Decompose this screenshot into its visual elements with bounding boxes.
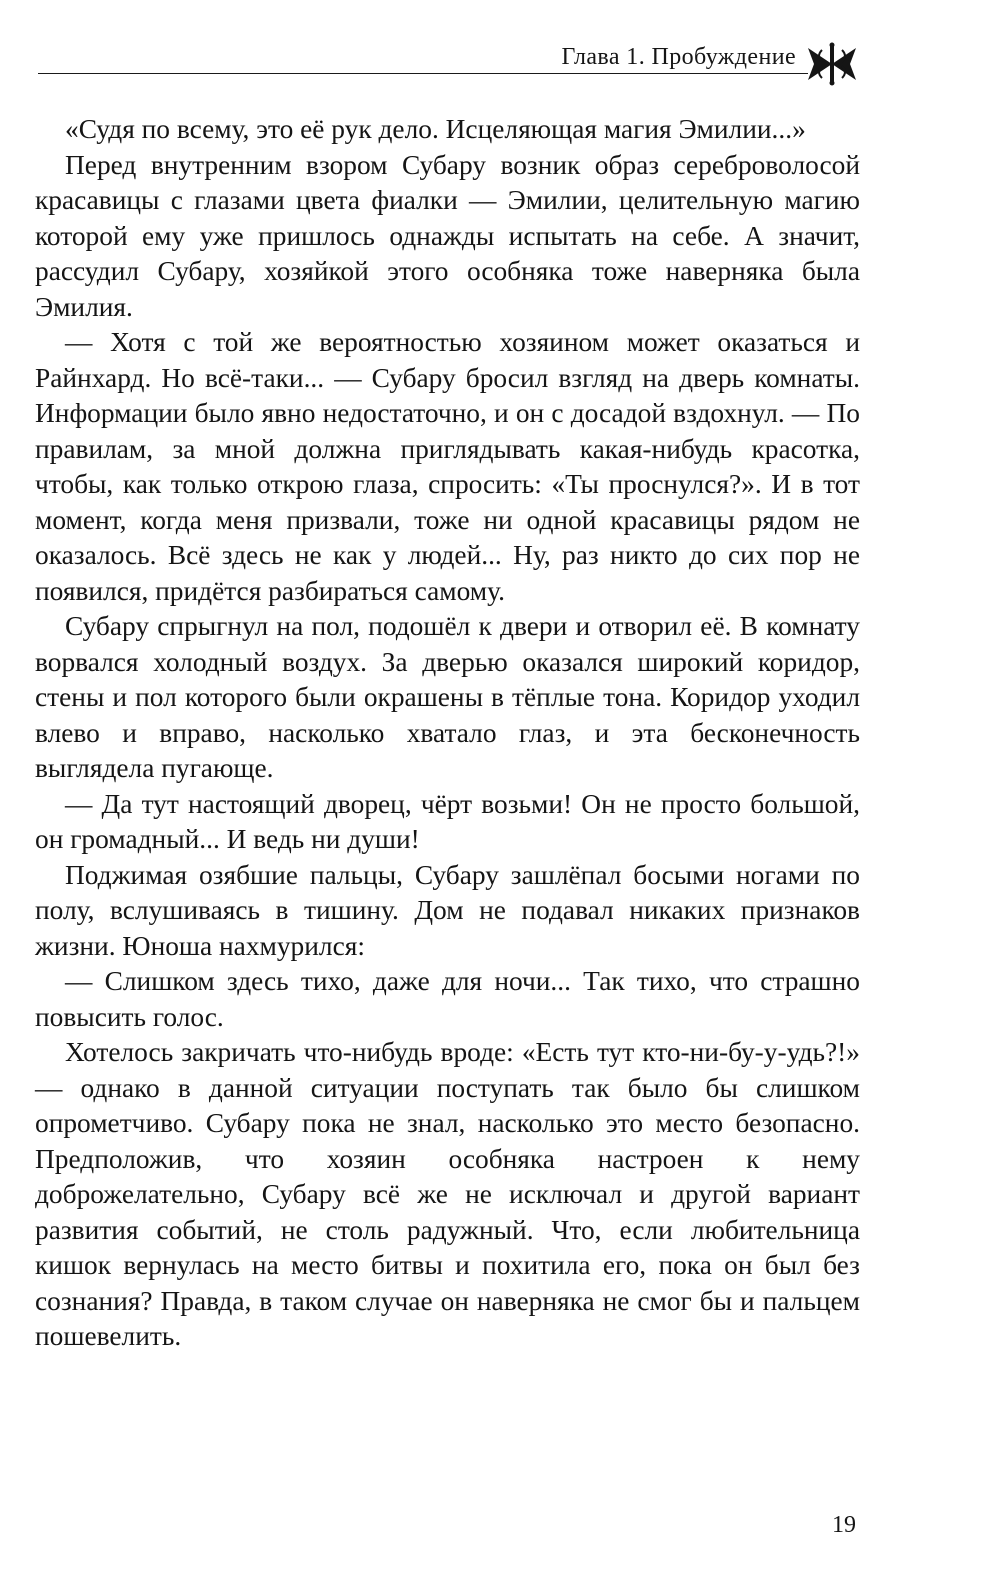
paragraph-4: Субару спрыгнул на пол, подошёл к двери и отворил её. В комнату ворвался холодный воздух. За дверью оказался широкий коридор, стены и пол которого были окрашены в тёплые тона. Коридор уходил влево и вправо, насколько хватало глаз, и эта бесконечность выглядела пугающе. <box>35 611 860 783</box>
header-rule <box>38 73 808 74</box>
paragraph-2: Перед внутренним взором Субару возник образ сереброволосой красавицы с глазами цвета фиалки — Эмилии, целительную магию которой ему уже пришлось однажды испытать на себе. А значит, рассудил Субару, хозяйкой этого особняка тоже наверняка была Эмилия. <box>35 149 860 322</box>
paragraph-1: «Судя по всему, это её рук дело. Исцеляющая магия Эмилии...» <box>65 114 806 144</box>
paragraph-8: Хотелось закричать что-нибудь вроде: «Есть тут кто-ни-бу-у-удь?!» — однако в данной ситуации поступать так было бы слишком опрометчиво. Субару пока не знал, насколько это место безопасно. Предположив, что хозяин особняка настроен к нему доброжелательно, Субару всё же не исключал и другой вариант развития событий, не столь радужный. Что, если любительница кишок вернулась на место битвы и похитила его, пока он был без сознания? Правда, в таком случае он наверняка не смог бы и пальцем пошевелить. <box>35 1037 860 1351</box>
running-header <box>38 40 860 80</box>
page-body <box>35 112 860 1355</box>
paragraph-6: Поджимая озябшие пальцы, Субару зашлёпал босыми ногами по полу, вслушиваясь в тишину. Дом не подавал никаких признаков жизни. Юноша нахмурился: <box>35 859 860 961</box>
paragraph-7: — Слишком здесь тихо, даже для ночи... Так тихо, что страшно повысить голос. <box>35 966 860 1032</box>
paragraph-3: — Хотя с той же вероятностью хозяином может оказаться и Райнхард. Но всё-таки... — Субару бросил взгляд на дверь комнаты. Информации было явно недостаточно, и он с досадой вздохнул. — По правилам, за мной должна приглядывать какая-нибудь красотка, чтобы, как только открою глаза, спросить: «Ты проснулся?». И в тот момент, когда меня призвали, тоже ни одной красавицы рядом не оказалось. Всё здесь не как у людей... Ну, раз никто до сих пор не появился, придётся разбираться самому. <box>35 327 860 606</box>
paragraph-5: — Да тут настоящий дворец, чёрт возьми! Он не просто большой, он громадный... И ведь ни души! <box>35 788 860 854</box>
chapter-title: Глава 1. Пробуждение <box>561 44 796 70</box>
decorative-ornament-icon <box>804 42 860 86</box>
page-number: 19 <box>832 1512 856 1538</box>
